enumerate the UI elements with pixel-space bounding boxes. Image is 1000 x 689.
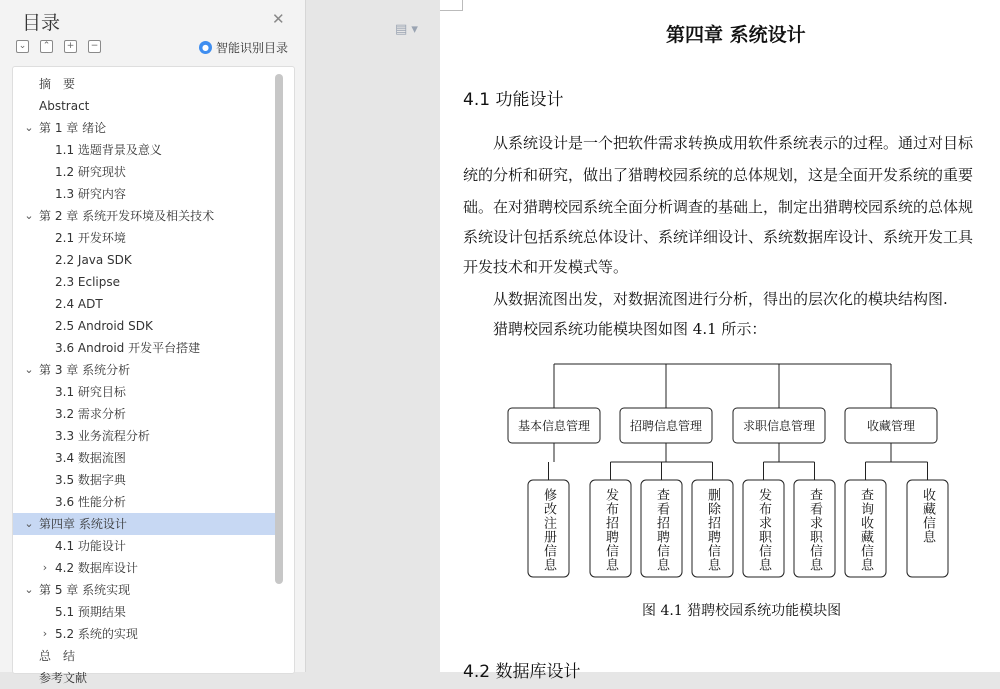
toc-item[interactable] xyxy=(13,293,275,315)
toc-item-label: 1.1 选题背景及意义 xyxy=(55,143,162,157)
smart-toc-label: 智能识别目录 xyxy=(216,41,289,55)
toc-item[interactable] xyxy=(13,117,275,139)
submodule-label: 修改注册信息 xyxy=(541,488,556,572)
toc-item-label: 3.5 数据字典 xyxy=(55,473,126,487)
chevron-down-icon[interactable]: ⌄ xyxy=(24,517,34,530)
toc-item-label: 5.2 系统的实现 xyxy=(55,627,138,641)
toc-item-label: 4.2 数据库设计 xyxy=(55,561,138,575)
toc-item-label: 2.1 开发环境 xyxy=(55,231,126,245)
collapse-all-icon[interactable]: ⌄ xyxy=(16,40,29,53)
toc-item[interactable] xyxy=(13,447,275,469)
toc-scrollbar[interactable] xyxy=(275,74,283,584)
submodule-label: 删除招聘信息 xyxy=(705,488,720,572)
submodule-label: 查看求职信息 xyxy=(807,488,822,572)
submodule-label: 发布求职信息 xyxy=(756,488,771,572)
toc-item[interactable] xyxy=(13,645,275,667)
paragraph-line: 从数据流图出发，对数据流图进行分析，得出的层次化的模块结构图. xyxy=(463,290,948,308)
toc-item[interactable] xyxy=(13,381,275,403)
toc-item-label: 3.3 业务流程分析 xyxy=(55,429,150,443)
chevron-down-icon[interactable]: ⌄ xyxy=(24,363,34,376)
expand-all-icon[interactable]: ⌃ xyxy=(40,40,53,53)
function-module-diagram xyxy=(500,360,960,600)
toc-item-label: Abstract xyxy=(39,99,90,113)
toc-item[interactable] xyxy=(13,337,275,359)
toc-item-label: 3.6 性能分析 xyxy=(55,495,126,509)
close-icon[interactable]: ✕ xyxy=(272,10,285,28)
toc-item[interactable] xyxy=(13,161,275,183)
toc-item-label: 第四章 系统设计 xyxy=(39,517,127,531)
paragraph-line: 础。在对猎聘校园系统全面分析调查的基础上，制定出猎聘校园系统的总体规 xyxy=(463,198,974,216)
toc-item-label: 3.4 数据流图 xyxy=(55,451,126,465)
smart-toc-icon: ● xyxy=(199,41,212,54)
toc-item-label: 1.2 研究现状 xyxy=(55,165,126,179)
toc-item[interactable] xyxy=(13,183,275,205)
chapter-title: 第四章 系统设计 xyxy=(666,24,806,46)
chevron-down-icon[interactable]: ⌄ xyxy=(24,209,34,222)
submodule-label: 查询收藏信息 xyxy=(858,488,873,572)
add-icon[interactable]: + xyxy=(64,40,77,53)
outline-toolbar xyxy=(16,40,101,53)
chevron-down-icon[interactable]: ⌄ xyxy=(24,121,34,134)
toc-item-label: 第 1 章 绪论 xyxy=(39,121,107,135)
submodule-label: 查看招聘信息 xyxy=(654,488,669,572)
toc-item-label: 2.4 ADT xyxy=(55,297,103,311)
toc-item-label: 摘 要 xyxy=(39,77,76,91)
toc-item[interactable] xyxy=(13,227,275,249)
toc-item[interactable] xyxy=(13,601,275,623)
submodule-label: 收藏信息 xyxy=(920,488,935,544)
paragraph-line: 统的分析和研究，做出了猎聘校园系统的总体规划，这是全面开发系统的重要 xyxy=(463,166,974,184)
toc-item-label: 2.2 Java SDK xyxy=(55,253,132,267)
toc-item-label: 2.3 Eclipse xyxy=(55,275,120,289)
remove-icon[interactable]: − xyxy=(88,40,101,53)
toc-item[interactable] xyxy=(13,425,275,447)
toc-item-label: 第 3 章 系统分析 xyxy=(39,363,131,377)
chevron-down-icon[interactable]: ⌄ xyxy=(24,583,34,596)
smart-toc-button[interactable] xyxy=(199,39,288,56)
toc-item[interactable] xyxy=(13,359,275,381)
module-label: 收藏管理 xyxy=(866,419,916,433)
module-label: 招聘信息管理 xyxy=(629,419,703,433)
toc-item[interactable] xyxy=(13,271,275,293)
toc-item[interactable] xyxy=(13,249,275,271)
toc-item[interactable] xyxy=(13,491,275,513)
toc-item[interactable] xyxy=(13,579,275,601)
paragraph-line: 系统设计包括系统总体设计、系统详细设计、系统数据库设计、系统开发工具 xyxy=(463,228,974,246)
toc-item[interactable] xyxy=(13,139,275,161)
toc-item[interactable] xyxy=(13,535,275,557)
section-title: 4.1 功能设计 xyxy=(463,90,564,110)
toc-item[interactable] xyxy=(13,557,275,579)
toc-item-label: 参考文献 xyxy=(39,671,88,685)
module-label: 求职信息管理 xyxy=(742,419,816,433)
paragraph-line: 从系统设计是一个把软件需求转换成用软件系统表示的过程。通过对目标 xyxy=(463,134,974,152)
paragraph-line: 猎聘校园系统功能模块图如图 4.1 所示： xyxy=(463,320,767,338)
toc-item[interactable] xyxy=(13,403,275,425)
chevron-right-icon[interactable]: › xyxy=(42,627,48,640)
toc-item-label: 5.1 预期结果 xyxy=(55,605,126,619)
toc-item-label: 3.6 Android 开发平台搭建 xyxy=(55,341,201,355)
toc-list xyxy=(12,66,295,685)
toc-item[interactable] xyxy=(13,315,275,337)
outline-title: 目录 xyxy=(22,12,61,34)
page-corner-mark xyxy=(440,0,463,11)
toc-item[interactable] xyxy=(13,95,275,117)
toc-item-label: 3.2 需求分析 xyxy=(55,407,126,421)
toc-item-label: 第 5 章 系统实现 xyxy=(39,583,131,597)
toc-item[interactable] xyxy=(13,205,275,227)
toc-item[interactable] xyxy=(13,73,275,95)
toc-item[interactable] xyxy=(13,623,275,645)
document-icon[interactable]: ▤ ▾ xyxy=(395,22,418,37)
toc-item[interactable] xyxy=(13,667,275,689)
toc-item-label: 4.1 功能设计 xyxy=(55,539,126,553)
toc-item-label: 1.3 研究内容 xyxy=(55,187,126,201)
submodule-label: 发布招聘信息 xyxy=(603,488,618,572)
module-label: 基本信息管理 xyxy=(517,419,591,433)
paragraph-line: 开发技术和开发模式等。 xyxy=(463,258,629,276)
toc-item-label: 3.1 研究目标 xyxy=(55,385,126,399)
figure-caption: 图 4.1 猎聘校园系统功能模块图 xyxy=(642,603,842,619)
toc-item-label: 总 结 xyxy=(39,649,76,663)
toc-item-label: 2.5 Android SDK xyxy=(55,319,153,333)
outline-panel xyxy=(0,0,306,685)
toc-item[interactable] xyxy=(13,513,275,535)
toc-item-label: 第 2 章 系统开发环境及相关技术 xyxy=(39,209,215,223)
next-section-title: 4.2 数据库设计 xyxy=(463,662,581,682)
chevron-right-icon[interactable]: › xyxy=(42,561,48,574)
toc-item[interactable] xyxy=(13,469,275,491)
